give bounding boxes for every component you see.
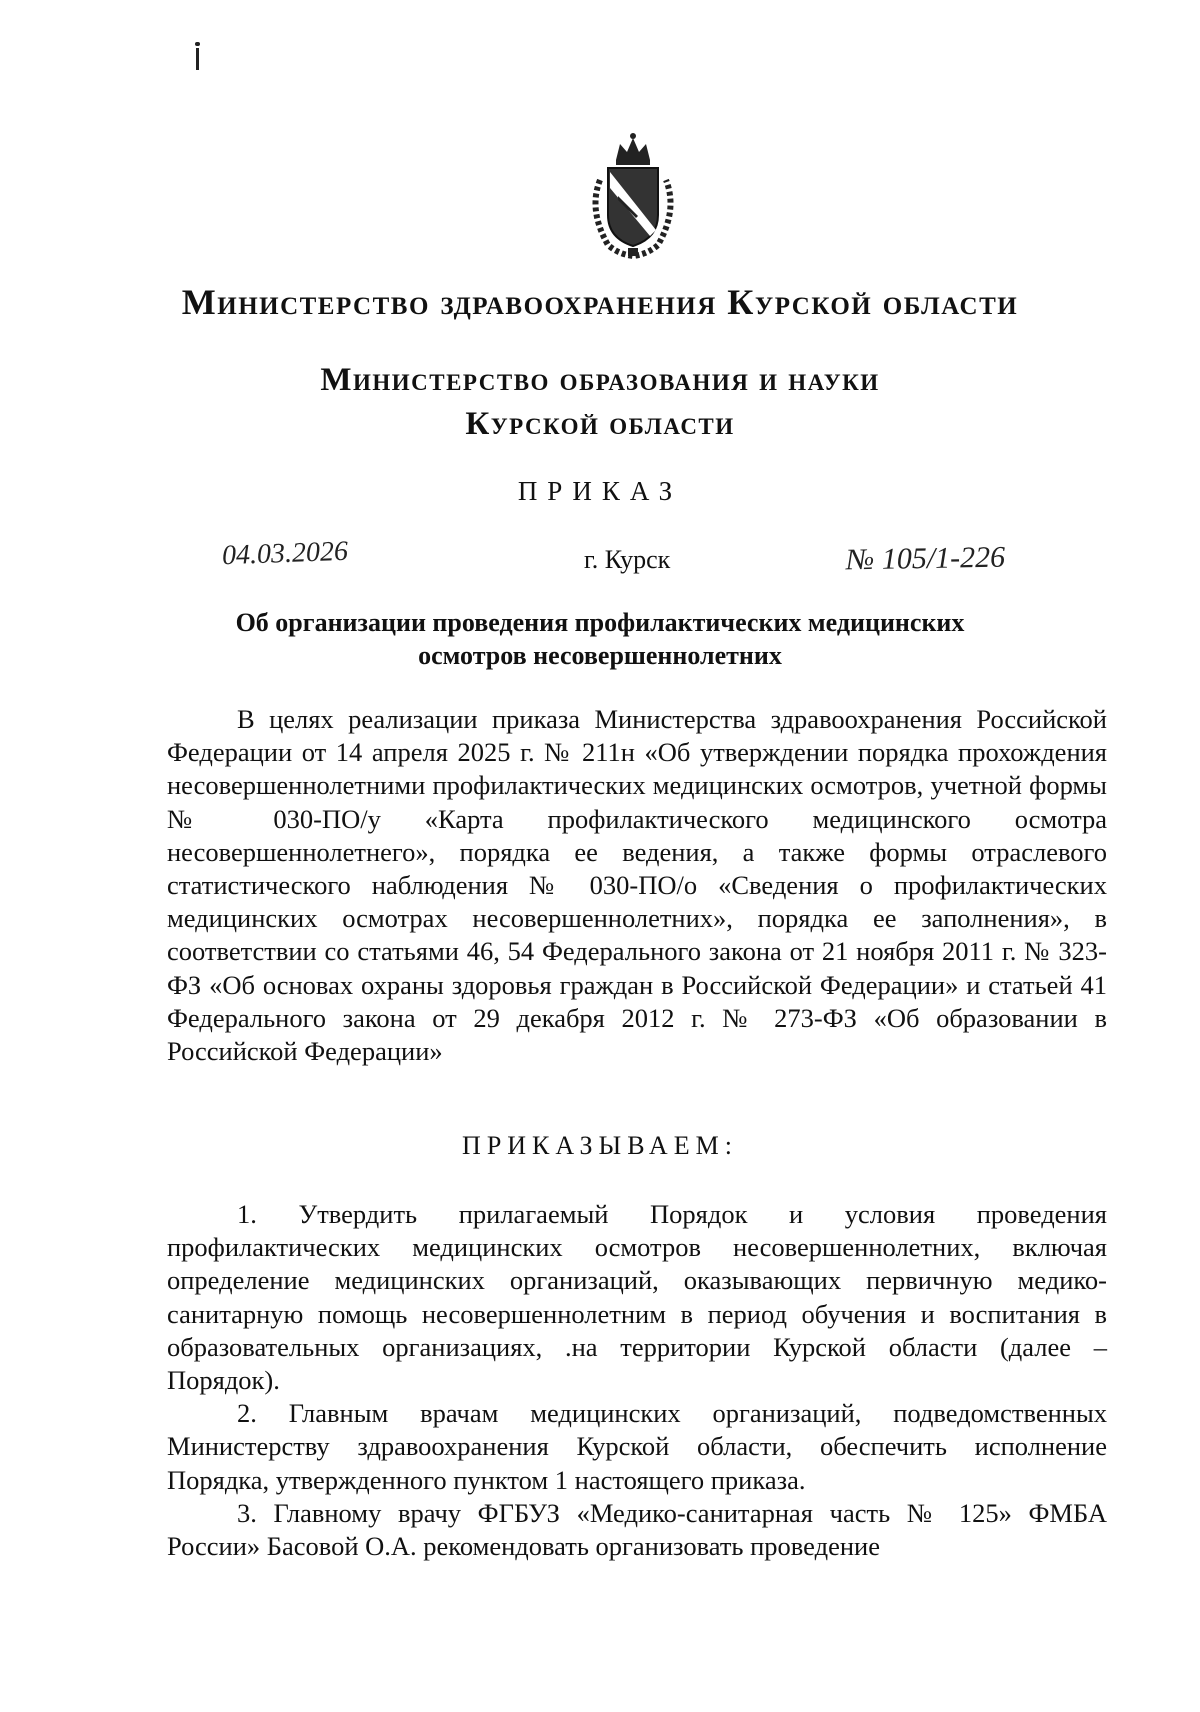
subject-line-2: осмотров несовершеннолетних: [418, 641, 782, 670]
ministry-education-line-2: Курской области: [465, 406, 735, 442]
preamble-paragraph: В целях реализации приказа Министерства здравоохранения Российской Федерации от 14 апреля 2025 г. № 211н «Об утверждении порядка прохождения несовершеннолетними профилактических медицинских осмотров, учетной формы № 030-ПО/у «Карта профилактического медицинского осмотра несовершеннолетнего», порядка ее ведения, а также формы отраслевого статистического наблюдения № 030-ПО/о «Сведения о профилактических медицинских осмотрах несовершеннолетних», порядка ее заполнения», в соответствии со статьями 46, 54 Федерального закона от 21 ноября 2011 г. № 323-ФЗ «Об основах охраны здоровья граждан в Российской Федерации» и статьей 41 Федерального закона от 29 декабря 2012 г. № 273-ФЗ «Об образовании в Российской Федерации»: [167, 704, 1107, 1067]
order-items: [167, 1198, 1107, 1563]
order-city: г. Курск: [584, 545, 671, 574]
order-item-1: 1. Утвердить прилагаемый Порядок и условия проведения профилактических медицинских осмотров несовершеннолетних, включая определение медицинских организаций, оказывающих первичную медико-санитарную помощь несовершеннолетним в период обучения и воспитания в образовательных организациях, .на территории Курской области (далее – Порядок).: [167, 1199, 1107, 1396]
order-date-handwritten: 04.03.2026: [221, 535, 349, 572]
scan-mark: [196, 48, 199, 70]
order-number-handwritten: № 105/1-226: [845, 540, 1006, 577]
ministry-education-line-1: Министерство образования и науки: [320, 362, 880, 398]
decree-heading: ПРИКАЗЫВАЕМ:: [462, 1131, 738, 1160]
coat-of-arms-emblem: [578, 130, 688, 260]
ministry-education-heading: [150, 358, 1050, 446]
subject-line-1: Об организации проведения профилактических медицинских: [235, 608, 965, 637]
ministry-health-heading: Министерство здравоохранения Курской области: [181, 282, 1019, 322]
order-item-2: 2. Главным врачам медицинских организаций, подведомственных Министерству здравоохранения Курской области, обеспечить исполнение Порядка, утвержденного пунктом 1 настоящего приказа.: [167, 1398, 1107, 1495]
order-title: ПРИКАЗ: [517, 476, 683, 506]
order-subject: [150, 606, 1050, 672]
order-item-3: 3. Главному врачу ФГБУЗ «Медико-санитарная часть № 125» ФМБА России» Басовой О.А. рекомендовать организовать проведение: [167, 1497, 1107, 1562]
